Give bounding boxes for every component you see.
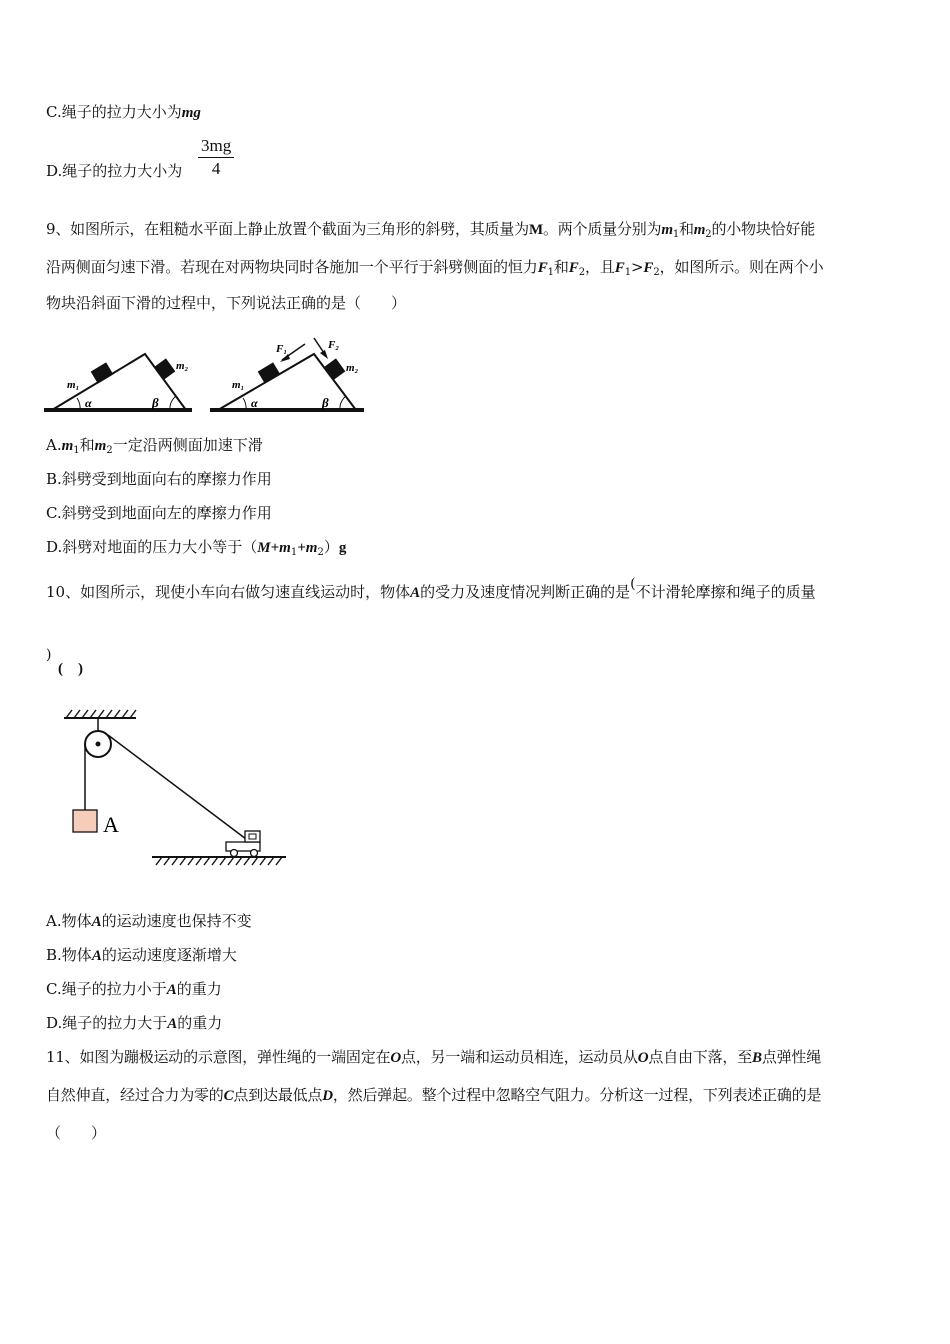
q9-stem-line2	[46, 257, 824, 283]
formula-plus-m2: +m	[297, 540, 318, 556]
q9-stem-line3	[46, 293, 406, 313]
paren-close: )	[46, 647, 52, 663]
label-beta: β	[322, 395, 329, 410]
option-label: B.	[46, 946, 62, 964]
block-m2	[155, 358, 176, 379]
q10-option-d	[46, 1013, 222, 1034]
block-m1	[91, 362, 114, 383]
q10-answer-blank	[58, 658, 83, 679]
m1-sub: 1	[290, 547, 298, 558]
label-m2: m₂	[176, 360, 189, 372]
stem-text: 点到达最低点	[233, 1086, 323, 1104]
pulley-axle	[96, 742, 101, 747]
option-label: B.	[46, 470, 62, 488]
q9-option-d	[46, 537, 346, 563]
object-A: A	[410, 585, 421, 601]
mass-M: M	[528, 222, 543, 238]
option-text: 和	[79, 436, 95, 454]
stem-text: 物块沿斜面下滑的过程中，下列说法正确的是（ ）	[46, 294, 407, 312]
option-label: D.	[46, 538, 63, 556]
option-text: 绳子的拉力大于	[62, 1014, 168, 1032]
object-A: A	[91, 914, 102, 930]
object-A: A	[91, 948, 102, 964]
object-A: A	[166, 982, 177, 998]
label-m2: m₂	[346, 362, 359, 374]
stem-text: ，如图所示。则在两个小	[659, 258, 824, 276]
q9-option-c	[46, 503, 272, 523]
m2-sub: 2	[705, 229, 712, 240]
arrow-F2-head	[320, 350, 328, 359]
stem-text: 如图所示，现使小车向右做匀速直线运动时，物体	[80, 583, 411, 601]
m1: m	[661, 222, 673, 238]
option-text: 斜劈对地面的压力大小等于（	[62, 538, 258, 556]
point-D: D	[322, 1088, 333, 1104]
F2-sub: 2	[578, 267, 585, 278]
block-m2	[325, 358, 346, 379]
answer-blank: ( )	[58, 661, 83, 677]
q9-option-a	[46, 435, 263, 461]
object-A: A	[167, 1016, 178, 1032]
label-beta: β	[152, 395, 159, 410]
stem-text: ，且	[584, 258, 615, 276]
q11-stem-line2	[46, 1085, 821, 1106]
q10-paren-close	[46, 644, 51, 665]
option-text: 绳子的拉力大小为	[62, 162, 183, 180]
option-label: A.	[46, 912, 62, 930]
option-text: 物体	[61, 946, 92, 964]
fraction-numerator: 3mg	[198, 136, 234, 158]
label-alpha: α	[251, 396, 258, 410]
q10-option-b	[46, 945, 237, 966]
block-A	[73, 810, 97, 832]
option-text: 的运动速度也保持不变	[101, 912, 252, 930]
point-O: O	[637, 1050, 649, 1066]
truck	[226, 831, 260, 857]
q10-stem-line1	[46, 576, 816, 603]
stem-text: 的受力及速度情况判断正确的是	[420, 583, 631, 601]
stem-text: 和	[553, 258, 569, 276]
option-text: ）	[323, 538, 339, 556]
stem-text: 点，另一端和运动员相连，运动员从	[400, 1048, 638, 1066]
formula-mg: mg	[181, 105, 201, 121]
question-number: 10、	[46, 583, 81, 601]
q9-stem-line1	[46, 219, 815, 245]
label-m1: m₁	[232, 379, 245, 391]
option-text: 物体	[61, 912, 92, 930]
gravity-g: g	[338, 540, 347, 556]
m2: m	[693, 222, 706, 238]
option-label: C.	[46, 103, 62, 121]
stem-text: 的小物块恰好能	[711, 220, 816, 238]
stem-text: 和	[678, 220, 694, 238]
label-alpha: α	[85, 396, 92, 410]
block-m1	[258, 362, 281, 383]
F1: F	[537, 260, 548, 276]
rope-slanted	[108, 735, 250, 842]
stem-text: ，然后弹起。整个过程中忽略空气阻力。分析这一过程，下列表述正确的是	[332, 1086, 822, 1104]
point-B: B	[752, 1050, 762, 1066]
q8-option-d	[46, 161, 182, 181]
fraction-denominator: 4	[211, 159, 221, 178]
wedge-right	[210, 338, 364, 410]
ground-hatch	[156, 857, 282, 865]
q11-stem-line1	[46, 1047, 821, 1068]
m1-sub: 1	[73, 445, 80, 456]
q10-figure-pulley	[60, 706, 300, 871]
point-O: O	[390, 1050, 401, 1066]
q9-option-b	[46, 469, 272, 489]
m1: m	[61, 438, 74, 454]
F1-sub: 1	[547, 267, 554, 278]
label-F2: F₂	[328, 339, 340, 351]
stem-text: 自然伸直，经过合力为零的	[46, 1086, 224, 1104]
q11-stem-line3	[46, 1123, 106, 1143]
option-text: 斜劈受到地面向左的摩擦力作用	[61, 504, 272, 522]
q10-option-c	[46, 979, 222, 1000]
stem-text: 如图所示，在粗糙水平面上静止放置个截面为三角形的斜劈，其质量为	[70, 220, 529, 238]
wedge-left	[44, 354, 192, 410]
F2: F	[568, 260, 579, 276]
option-text: 的运动速度逐渐增大	[101, 946, 237, 964]
angle-beta-arc	[340, 396, 346, 410]
question-number: 11、	[46, 1048, 80, 1066]
option-text: 一定沿两侧面加速下滑	[112, 436, 263, 454]
q8-option-c	[46, 102, 201, 123]
m2: m	[94, 438, 107, 454]
option-label: D.	[46, 162, 63, 180]
answer-blank: （ ）	[46, 1124, 107, 1142]
m1-sub: 1	[672, 229, 679, 240]
label-m1: m₁	[67, 379, 80, 391]
q10-option-a	[46, 911, 252, 932]
angle-beta-arc	[170, 396, 176, 410]
stem-text: 如图为蹦极运动的示意图，弹性绳的一端固定在	[79, 1048, 391, 1066]
F1-sub: 1	[624, 267, 631, 278]
F1: F	[614, 260, 625, 276]
stem-text: 点弹性绳	[761, 1048, 822, 1066]
option-label: A.	[46, 436, 62, 454]
label-F1: F₁	[276, 343, 288, 355]
option-label: D.	[46, 1014, 63, 1032]
q9-figure-wedges	[44, 332, 374, 422]
fraction-3mg-over-4	[198, 136, 234, 179]
option-text: 斜劈受到地面向右的摩擦力作用	[61, 470, 272, 488]
option-text: 的重力	[177, 1014, 223, 1032]
stem-text: 沿两侧面匀速下滑。若现在对两物块同时各施加一个平行于斜劈侧面的恒力	[46, 258, 538, 276]
F2: F	[643, 260, 654, 276]
option-label: C.	[46, 504, 62, 522]
option-text: 绳子的拉力小于	[61, 980, 167, 998]
stem-text: 点自由下落，至	[648, 1048, 753, 1066]
option-label: C.	[46, 980, 62, 998]
F2-sub: 2	[653, 267, 660, 278]
m2-sub: 2	[106, 445, 113, 456]
option-text: 绳子的拉力大小为	[61, 103, 182, 121]
label-A: A	[103, 812, 119, 837]
option-text: 的重力	[176, 980, 222, 998]
greater-than: >	[630, 258, 644, 276]
stem-text: 不计滑轮摩擦和绳子的质量	[635, 583, 816, 601]
m2-sub: 2	[317, 547, 324, 558]
ceiling-hatch	[66, 710, 136, 718]
question-number: 9、	[46, 220, 71, 238]
formula-M-plus-m1: M+m	[257, 540, 291, 556]
stem-text: 。两个质量分别为	[542, 220, 662, 238]
paren-open: (	[630, 576, 636, 592]
point-C: C	[223, 1088, 234, 1104]
